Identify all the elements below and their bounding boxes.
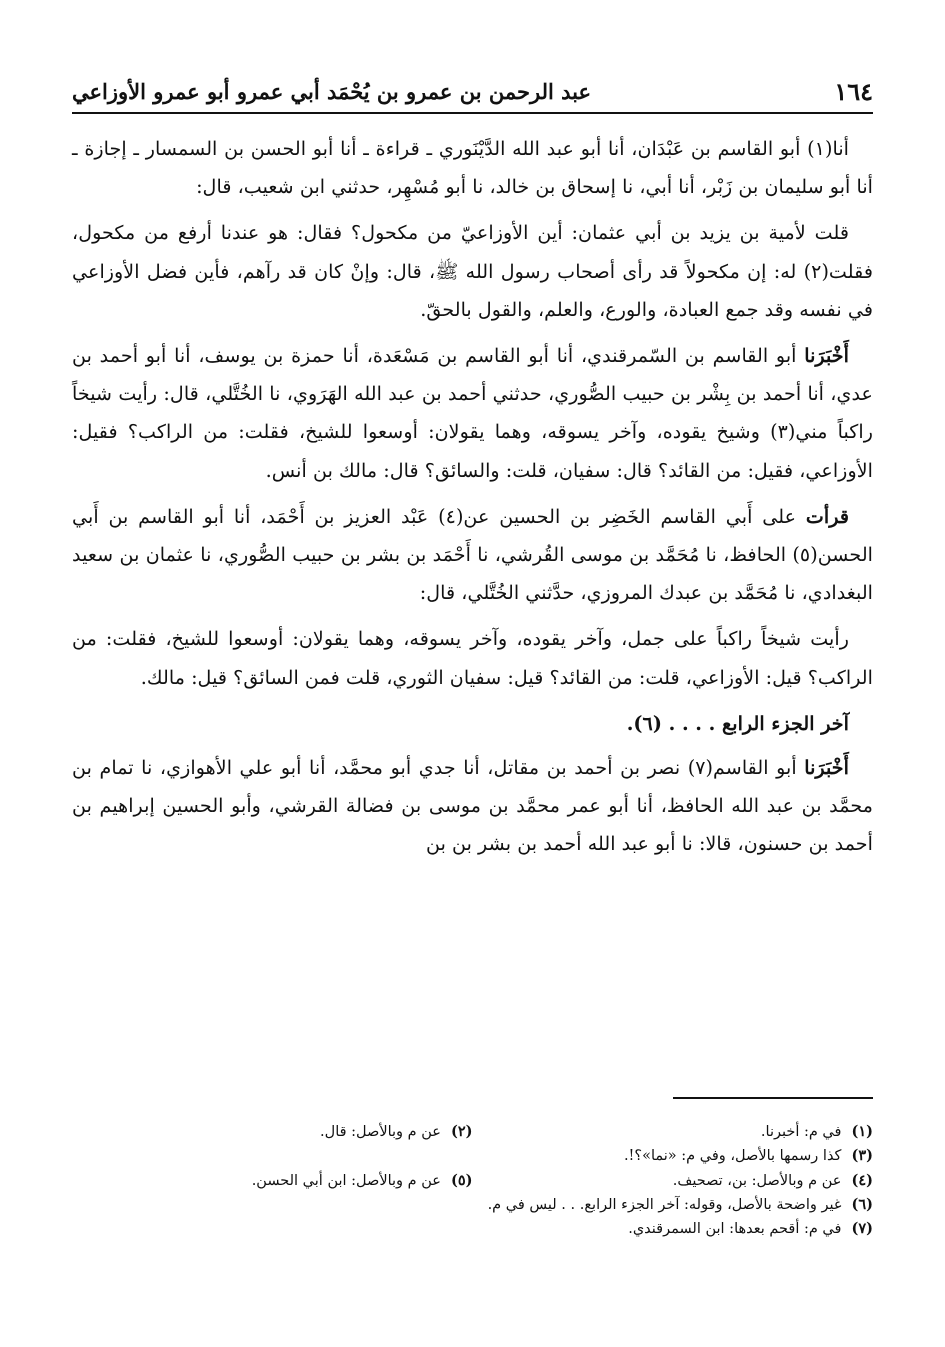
footnote-number: (٢) xyxy=(450,1123,473,1140)
footnotes xyxy=(72,1120,873,1241)
footnote-divider xyxy=(673,1097,873,1099)
footnote-row xyxy=(72,1193,873,1217)
paragraph-text: أنا(١) أبو القاسم بن عَبْدَان، أنا أبو عبد الله الدَّيْنَوري ـ قراءة ـ أنا أبو الحسن بن السمسار ـ إجازة ـ أنا أبو سليمان بن زَبْر، أنا أبي، نا إسحاق بن خالد، نا أبو مُسْهِر، حدثني ابن شعيب، قال: xyxy=(72,137,873,199)
page-number: ١٦٤ xyxy=(834,76,873,106)
paragraph-lead: أَخْبَرَنا xyxy=(804,344,849,368)
paragraph-text: على أَبي القاسم الخَضِر بن الحسين عن(٤) عَبْد العزيز بن أَحْمَد، أنا أبو القاسم بن أَبي الحسن(٥) الحافظ، نا مُحَمَّد بن موسى القُرشي، نا أَحْمَد بن بشر بن حبيب الصُّوري، نا عثمان بن سعيد البغدادي، نا مُحَمَّد بن عبدك المروزي، حدَّثني الخُتَّلي، قال: xyxy=(72,504,873,605)
paragraph-text: أبو القاسم بن السّمرقندي، أنا أبو القاسم بن مَسْعَدة، أنا حمزة بن يوسف، أنا أبو أحمد بن عدي، أنا أحمد بن بِشْر بن حبيب الصُّوري، حدثني أحمد بن عبد الله الهَرَوي، نا الخُتَّلي، قال: رأيت شيخاً راكباً مني(٣) وشيخ يقوده، وآخر يسوقه، وهما يقولان: أوسعوا للشيخ، فقلت: من الراكب؟ فقيل: الأوزاعي، فقيل: من القائد؟ قال: سفيان، قلت: والسائق؟ قال: مالك بن أنس. xyxy=(72,344,873,482)
footnote-number: (٦) xyxy=(851,1195,873,1213)
section-end-text: . . . . (٦). xyxy=(626,711,723,735)
running-title: عبد الرحمن بن عمرو بن يُحْمَد أبي عمرو أبو عمرو الأوزاعي xyxy=(72,78,592,104)
section-end-label: آخر الجزء الرابع xyxy=(722,711,849,735)
paragraph-5 xyxy=(72,620,873,696)
paragraph-text: أبو القاسم(٧) نصر بن أحمد بن مقاتل، أنا جدي أبو محمَّد، أنا أبو علي الأهوازي، نا تمام بن محمَّد بن عبد الله الحافظ، أنا أبو عمر محمَّد بن موسى بن فضالة القرشي، وأبو الحسين إبراهيم بن أحمد بن حسنون، قالا: نا أبو عبد الله أحمد بن بشر بن بن xyxy=(72,756,873,856)
paragraph-4 xyxy=(72,498,873,613)
footnote-1 xyxy=(473,1120,874,1144)
footnote-row xyxy=(72,1144,873,1168)
footnote-number: (١) xyxy=(851,1123,873,1140)
paragraph-2 xyxy=(72,214,873,329)
footnote-2 xyxy=(72,1120,473,1144)
footnote-number: (٣) xyxy=(851,1147,873,1165)
footnote-5 xyxy=(72,1169,473,1193)
footnote-number: (٥) xyxy=(450,1171,473,1189)
page-header xyxy=(72,70,873,114)
footnote-row xyxy=(72,1217,873,1241)
paragraph-lead: قرأت xyxy=(805,504,849,528)
paragraph-7 xyxy=(72,749,873,864)
footnote-4 xyxy=(473,1169,874,1193)
footnote-3 xyxy=(624,1144,873,1168)
paragraph-1 xyxy=(72,130,873,206)
paragraph-text: رأيت شيخاً راكباً على جمل، وآخر يقوده، وآخر يسوقه، وهما يقولان: أوسعوا للشيخ، فقلت: من الراكب؟ قيل: الأوزاعي، قلت: من القائد؟ قيل: سفيان الثوري، قلت فمن السائق؟ قيل: مالك. xyxy=(72,627,873,689)
footnote-number: (٧) xyxy=(851,1220,873,1238)
section-end-line xyxy=(72,705,873,743)
footnote-text: في م: أخبرنا. xyxy=(760,1124,842,1140)
footnote-text: عن م وبالأصل: ابن أبي الحسن. xyxy=(251,1172,441,1189)
paragraph-3 xyxy=(72,337,873,490)
footnote-text: عن م وبالأصل: بن، تصحيف. xyxy=(672,1172,842,1189)
paragraph-text: قلت لأمية بن يزيد بن أبي عثمان: أين الأوزاعيّ من مكحول؟ فقال: هو عندنا أرفع من مكحول، فقلت(٢) له: إن مكحولاً قد رأى أصحاب رسول الله ﷺ، قال: وإنْ كان قد رآهم، فأين فضل الأوزاعي في نفسه وقد جمع العبادة، والورع، والعلم، والقول بالحقّ. xyxy=(72,221,873,321)
paragraph-lead: أَخْبَرَنا xyxy=(804,756,849,780)
footnote-row xyxy=(72,1120,873,1144)
footnote-7 xyxy=(628,1217,873,1241)
footnote-text: غير واضحة بالأصل، وقوله: آخر الجزء الرابع. . . ليس في م. xyxy=(487,1196,842,1213)
main-text xyxy=(72,130,873,872)
footnote-text: كذا رسمها بالأصل، وفي م: «نما»؟!. xyxy=(623,1148,842,1165)
footnote-text: عن م وبالأصل: قال. xyxy=(320,1124,441,1140)
footnote-6 xyxy=(488,1193,873,1217)
footnote-number: (٤) xyxy=(851,1171,873,1189)
footnote-text: في م: أقحم بعدها: ابن السمرقندي. xyxy=(628,1221,842,1238)
footnote-row xyxy=(72,1169,873,1193)
